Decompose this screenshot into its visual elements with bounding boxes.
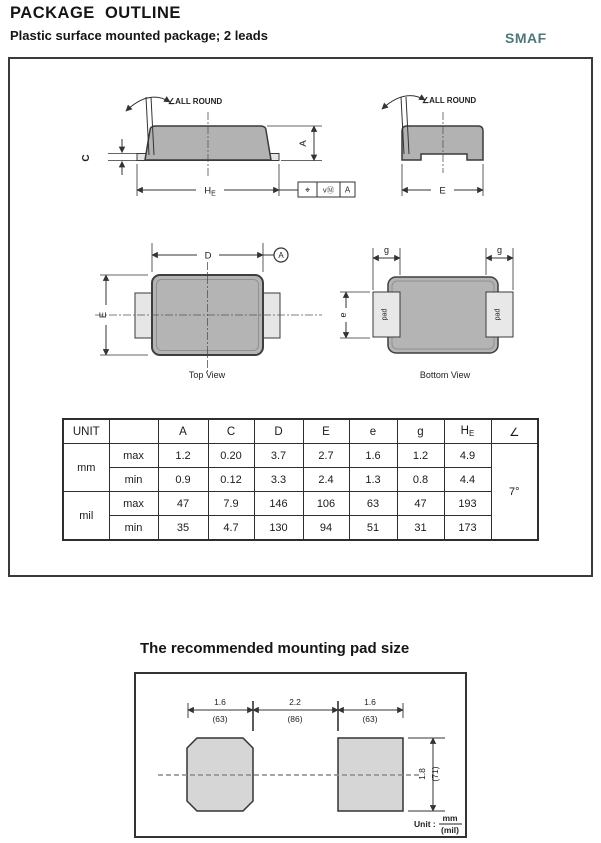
value-cell: 47 bbox=[158, 492, 208, 516]
he-dimension bbox=[137, 164, 298, 198]
value-cell: 1.3 bbox=[349, 468, 397, 492]
e-dimension-label: E bbox=[98, 311, 109, 319]
dim-center-mil: (86) bbox=[287, 714, 303, 724]
value-cell: 130 bbox=[254, 516, 303, 541]
fcf-tolerance-value: vⓂ bbox=[322, 185, 335, 195]
angle-note-label: ∠ALL ROUND bbox=[168, 97, 223, 106]
g-dimension-label: g bbox=[383, 245, 390, 255]
value-cell: 4.4 bbox=[444, 468, 491, 492]
table-header-row bbox=[63, 419, 538, 444]
angle-note-label: ∠ALL ROUND bbox=[422, 96, 477, 105]
lead-tab-left bbox=[135, 293, 152, 338]
unit-note bbox=[414, 813, 462, 835]
limit-cell: min bbox=[109, 516, 158, 541]
page-subtitle: Plastic surface mounted package; 2 leads bbox=[10, 28, 268, 43]
fcf-datum-letter: A bbox=[344, 185, 351, 195]
value-cell: 31 bbox=[397, 516, 444, 541]
package-body-end bbox=[402, 126, 483, 160]
value-cell: 146 bbox=[254, 492, 303, 516]
fcf-position-symbol: ⌖ bbox=[304, 185, 311, 195]
dimensions-table bbox=[62, 418, 539, 541]
value-cell: 7.9 bbox=[208, 492, 254, 516]
value-cell: 51 bbox=[349, 516, 397, 541]
value-cell: 0.8 bbox=[397, 468, 444, 492]
a-dimension-label: A bbox=[298, 140, 309, 147]
value-cell: 47 bbox=[397, 492, 444, 516]
e-dimension bbox=[402, 164, 483, 197]
col-header-g: g bbox=[397, 419, 444, 444]
value-cell: 173 bbox=[444, 516, 491, 541]
unit-denominator: (mil) bbox=[441, 825, 459, 835]
col-header-e: E bbox=[303, 419, 349, 444]
col-header-he: $H_E$ bbox=[444, 419, 491, 444]
vertical-dimension bbox=[408, 738, 445, 811]
dim-left-mm: 1.6 bbox=[214, 697, 226, 707]
dim-height-mil: (71) bbox=[430, 766, 440, 782]
unit-prefix: Unit : bbox=[414, 819, 436, 829]
mounting-pad-drawing bbox=[136, 674, 465, 836]
datum-callout bbox=[274, 248, 288, 262]
g-dimension-label: g bbox=[496, 245, 503, 255]
value-cell: 3.7 bbox=[254, 444, 303, 468]
value-cell: 193 bbox=[444, 492, 491, 516]
horizontal-dimensions bbox=[188, 697, 403, 731]
value-cell: 35 bbox=[158, 516, 208, 541]
table-row bbox=[63, 516, 538, 541]
unit-mm-cell: mm bbox=[63, 444, 109, 492]
dim-right-mil: (63) bbox=[362, 714, 378, 724]
dim-left-mil: (63) bbox=[212, 714, 228, 724]
value-cell: 4.7 bbox=[208, 516, 254, 541]
pad-right-label: pad bbox=[494, 308, 502, 321]
mounting-pad-left bbox=[187, 738, 253, 811]
side-view-drawing bbox=[81, 97, 355, 198]
value-cell: 106 bbox=[303, 492, 349, 516]
top-view-caption: Top View bbox=[188, 370, 226, 380]
value-cell: 1.2 bbox=[158, 444, 208, 468]
package-body-bottom bbox=[388, 277, 498, 353]
feature-control-frame bbox=[298, 182, 355, 197]
lead-tab-right bbox=[263, 293, 280, 338]
e-dimension bbox=[338, 292, 370, 338]
limit-cell: max bbox=[109, 492, 158, 516]
angle-value-cell: 7° bbox=[491, 444, 538, 541]
top-view-drawing bbox=[95, 243, 322, 380]
dim-height-mm: 1.8 bbox=[417, 768, 427, 780]
value-cell: 3.3 bbox=[254, 468, 303, 492]
bottom-view-drawing bbox=[338, 245, 513, 380]
dim-center-mm: 2.2 bbox=[289, 697, 301, 707]
value-cell: 4.9 bbox=[444, 444, 491, 468]
pad-left-label: pad bbox=[381, 308, 389, 321]
value-cell: 63 bbox=[349, 492, 397, 516]
dim-right-mm: 1.6 bbox=[364, 697, 376, 707]
d-dimension bbox=[152, 243, 274, 272]
col-header-angle: ∠ bbox=[491, 419, 538, 444]
table-row bbox=[63, 444, 538, 468]
value-cell: 0.12 bbox=[208, 468, 254, 492]
outline-drawing-box bbox=[8, 57, 593, 577]
value-cell: 2.7 bbox=[303, 444, 349, 468]
e-dimension-label: E bbox=[439, 185, 446, 197]
limit-header bbox=[109, 419, 158, 444]
col-header-d: D bbox=[254, 419, 303, 444]
table-row bbox=[63, 492, 538, 516]
value-cell: 0.9 bbox=[158, 468, 208, 492]
unit-header: UNIT bbox=[63, 419, 109, 444]
mounting-pad-box bbox=[134, 672, 467, 838]
page-title: PACKAGE OUTLINE bbox=[10, 4, 181, 22]
limit-cell: min bbox=[109, 468, 158, 492]
bottom-view-caption: Bottom View bbox=[419, 370, 471, 380]
unit-mil-cell: mil bbox=[63, 492, 109, 541]
value-cell: 1.6 bbox=[349, 444, 397, 468]
value-cell: 94 bbox=[303, 516, 349, 541]
mounting-pad-heading: The recommended mounting pad size bbox=[140, 640, 410, 657]
datum-letter: A bbox=[278, 251, 284, 260]
he-dimension-label: $H_E$ bbox=[204, 185, 216, 198]
table-row bbox=[63, 468, 538, 492]
end-view-drawing bbox=[382, 96, 483, 197]
package-code-label: SMAF bbox=[505, 30, 547, 46]
col-header-c: C bbox=[208, 419, 254, 444]
c-dimension-label: C bbox=[81, 154, 92, 162]
value-cell: 2.4 bbox=[303, 468, 349, 492]
c-dimension bbox=[81, 139, 137, 175]
d-dimension-label: D bbox=[204, 250, 212, 262]
limit-cell: max bbox=[109, 444, 158, 468]
unit-numerator: mm bbox=[442, 813, 458, 823]
value-cell: 1.2 bbox=[397, 444, 444, 468]
col-header-e-small: e bbox=[349, 419, 397, 444]
value-cell: 0.20 bbox=[208, 444, 254, 468]
e-dimension-label: e bbox=[338, 312, 348, 318]
col-header-a: A bbox=[158, 419, 208, 444]
